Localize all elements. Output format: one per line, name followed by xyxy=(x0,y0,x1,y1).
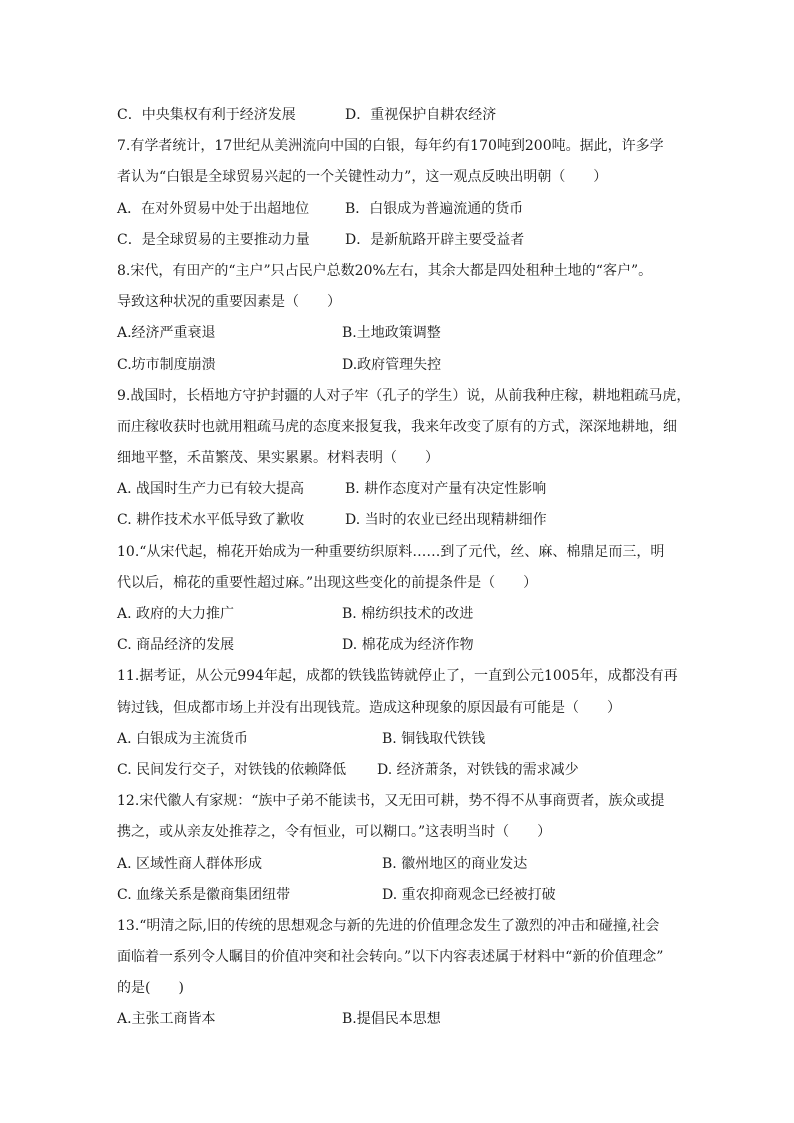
question-text-line xyxy=(117,412,714,443)
options-row xyxy=(117,350,714,381)
question-text-line xyxy=(117,537,714,568)
answer-option: D.政府管理失控 xyxy=(342,356,442,373)
options-row xyxy=(117,880,714,911)
answer-option: A.主张工商皆本 xyxy=(117,1011,216,1028)
answer-option: B. 铜钱取代铁钱 xyxy=(382,730,486,747)
answer-option: D．是新航路开辟主要受益者 xyxy=(345,231,525,248)
answer-option: A.经济严重衰退 xyxy=(117,325,216,342)
answer-option: B．白银成为普遍流通的货币 xyxy=(345,200,524,217)
question-text: 携之，或从亲友处推荐之，令有恒业，可以糊口。”这表明当时（ ） xyxy=(117,824,552,841)
answer-option: D. 重农抑商观念已经被打破 xyxy=(382,886,556,903)
options-row xyxy=(117,724,714,755)
question-text: 者认为“白银是全球贸易兴起的一个关键性动力”，这一观点反映出明朝（ ） xyxy=(117,169,608,186)
question-text-line xyxy=(117,786,714,817)
answer-option: B.土地政策调整 xyxy=(342,325,441,342)
question-text: 10.“从宋代起，棉花开始成为一种重要纺织原料……到了元代，丝、麻、棉鼎足而三，明 xyxy=(117,543,665,560)
answer-option: D. 棉花成为经济作物 xyxy=(342,637,474,654)
question-text-line xyxy=(117,973,714,1004)
answer-option: A. 白银成为主流货币 xyxy=(117,730,249,747)
answer-option: A. 政府的大力推广 xyxy=(117,606,235,622)
question-text: 导致这种状况的重要因素是（ ） xyxy=(117,294,341,311)
question-text: 13.“明清之际,旧的传统的思想观念与新的先进的价值理念发生了激烈的冲击和碰撞,社会 xyxy=(117,917,660,934)
options-row xyxy=(117,225,714,256)
question-text-line xyxy=(117,817,714,848)
question-text-line xyxy=(117,256,714,287)
question-text: 而庄稼收获时也就用粗疏马虎的态度来报复我，我来年改变了原有的方式，深深地耕地，细 xyxy=(117,418,677,435)
options-row xyxy=(117,194,714,225)
question-text: 11.据考证，从公元994年起，成都的铁钱监铸就停止了，一直到公元1005年，成都没有再 xyxy=(117,668,678,685)
options-row xyxy=(117,1004,714,1035)
question-text: 9.战国时，长梧地方守护封疆的人对子牢（孔子的学生）说，从前我种庄稼，耕地粗疏马虎， xyxy=(117,387,691,404)
options-row xyxy=(117,755,714,786)
answer-option: C. 血缘关系是徽商集团纽带 xyxy=(117,886,291,903)
options-row xyxy=(117,505,714,536)
answer-option: D. 经济萧条，对铁钱的需求减少 xyxy=(377,761,579,778)
answer-option: C. 耕作技术水平低导致了歉收 xyxy=(117,512,305,529)
answer-option: B. 耕作态度对产量有决定性影响 xyxy=(345,481,547,498)
answer-option: A. 区域性商人群体形成 xyxy=(117,855,263,872)
question-text: 代以后，棉花的重要性超过麻。”出现这些变化的前提条件是（ ） xyxy=(117,574,538,591)
answer-option: C．中央集权有利于经济发展 xyxy=(117,107,296,123)
question-text-line xyxy=(117,162,714,193)
question-text-line xyxy=(117,942,714,973)
question-text: 细地平整，禾苗繁茂、果实累累。材料表明（ ） xyxy=(117,450,439,467)
question-text: 的是( ) xyxy=(117,980,184,997)
question-text-line xyxy=(117,381,714,412)
question-text-line xyxy=(117,287,714,318)
answer-option: C. 民间发行交子，对铁钱的依赖降低 xyxy=(117,761,347,778)
options-row xyxy=(117,630,714,661)
options-row xyxy=(117,318,714,349)
answer-option: B. 棉纺织技术的改进 xyxy=(342,606,474,622)
question-text-line xyxy=(117,661,714,692)
answer-option: C．是全球贸易的主要推动力量 xyxy=(117,231,310,248)
answer-option: C.坊市制度崩溃 xyxy=(117,356,216,373)
options-row xyxy=(117,100,714,131)
answer-option: A．在对外贸易中处于出超地位 xyxy=(117,200,310,217)
answer-option: B. 徽州地区的商业发达 xyxy=(382,855,528,872)
options-row xyxy=(117,474,714,505)
question-text-line xyxy=(117,131,714,162)
question-text-line xyxy=(117,568,714,599)
question-text-line xyxy=(117,693,714,724)
question-text-line xyxy=(117,911,714,942)
question-text: 面临着一系列令人瞩目的价值冲突和社会转向。”以下内容表述属于材料中“新的价值理念” xyxy=(117,949,664,966)
options-row xyxy=(117,849,714,880)
answer-option: A. 战国时生产力已有较大提高 xyxy=(117,481,305,498)
question-text: 铸过钱，但成都市场上并没有出现钱荒。造成这种现象的原因最有可能是（ ） xyxy=(117,699,621,716)
question-text-line xyxy=(117,443,714,474)
answer-option: D. 当时的农业已经出现精耕细作 xyxy=(345,512,547,529)
options-row xyxy=(117,599,714,630)
question-text: 7.有学者统计，17世纪从美洲流向中国的白银，每年约有170吨到200吨。据此，许多学 xyxy=(117,138,664,155)
answer-option: B.提倡民本思想 xyxy=(342,1011,441,1028)
answer-option: D．重视保护自耕农经济 xyxy=(345,107,497,123)
question-text: 8.宋代，有田产的“主户”只占民户总数20%左右，其余大都是四处租种土地的“客户”。 xyxy=(117,262,653,279)
question-text: 12.宋代徽人有家规：“族中子弟不能读书，又无田可耕，势不得不从事商贾者，族众或提 xyxy=(117,793,665,810)
answer-option: C. 商品经济的发展 xyxy=(117,637,235,654)
